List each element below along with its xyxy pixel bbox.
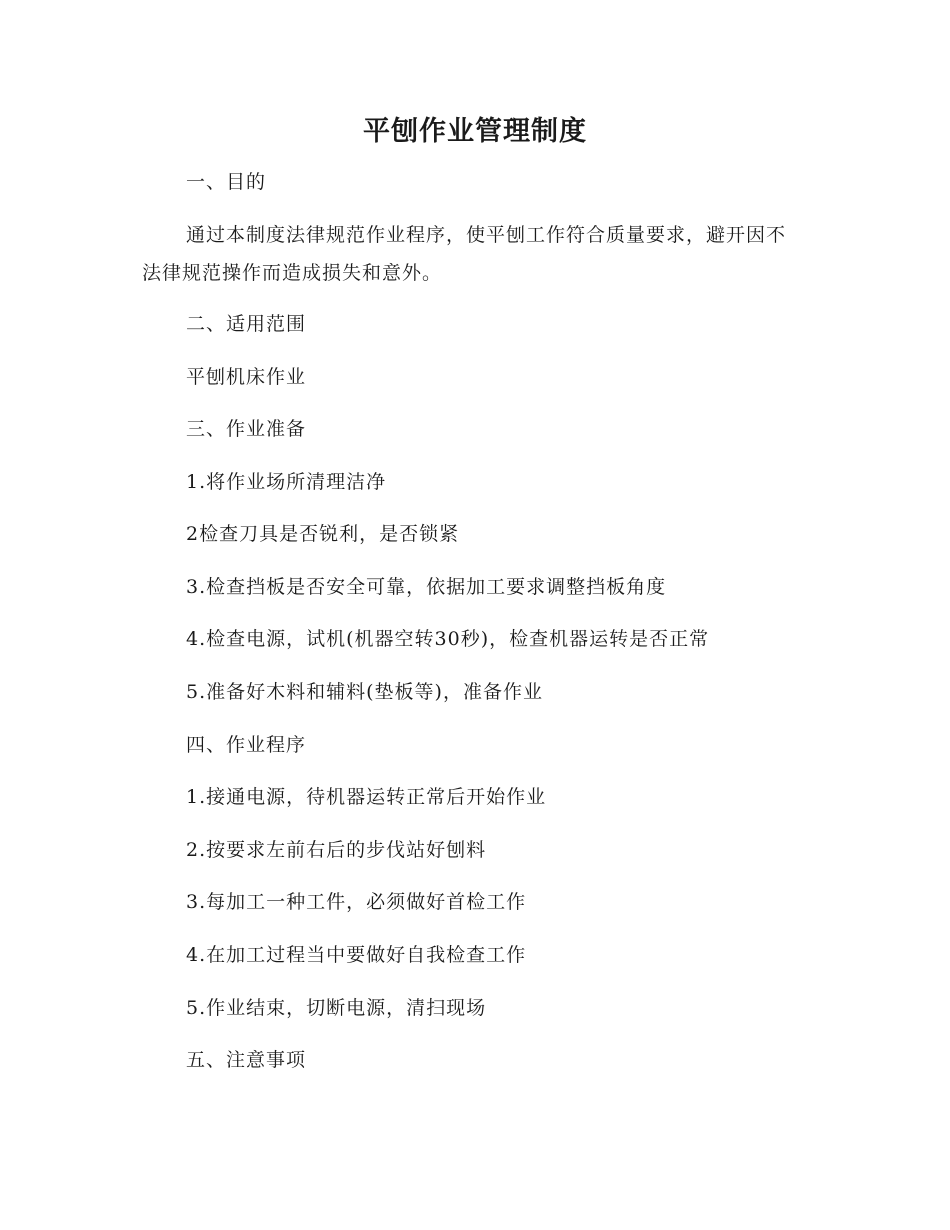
section-heading-preparation: 三、作业准备 [186,418,307,440]
list-item: 5.准备好木料和辅料(垫板等)，准备作业 [186,681,543,703]
list-item: 3.检查挡板是否安全可靠，依据加工要求调整挡板角度 [186,576,667,598]
section-body-purpose: 通过本制度法律规范作业程序，使平刨工作符合质量要求，避开因不法律规范操作而造成损失和意外。 [142,224,787,284]
section-heading-scope: 二、适用范围 [186,313,307,335]
list-item: 1.接通电源，待机器运转正常后开始作业 [186,786,547,808]
section-heading-notes: 五、注意事项 [186,1049,307,1071]
section-heading-procedure: 四、作业程序 [186,734,307,756]
section-heading-purpose: 一、目的 [186,171,267,193]
list-item: 5.作业结束，切断电源，清扫现场 [186,997,487,1019]
list-item: 1.将作业场所清理洁净 [186,471,387,493]
list-item: 2.按要求左前右后的步伐站好刨料 [186,839,487,861]
list-item: 4.在加工过程当中要做好自我检查工作 [186,944,527,966]
list-item: 3.每加工一种工件，必须做好首检工作 [186,891,527,913]
list-item: 4.检查电源，试机(机器空转30秒)，检查机器运转是否正常 [186,628,710,650]
section-body-scope: 平刨机床作业 [186,366,307,388]
document-title: 平刨作业管理制度 [363,116,587,147]
list-item: 2检查刀具是否锐利，是否锁紧 [186,523,460,545]
